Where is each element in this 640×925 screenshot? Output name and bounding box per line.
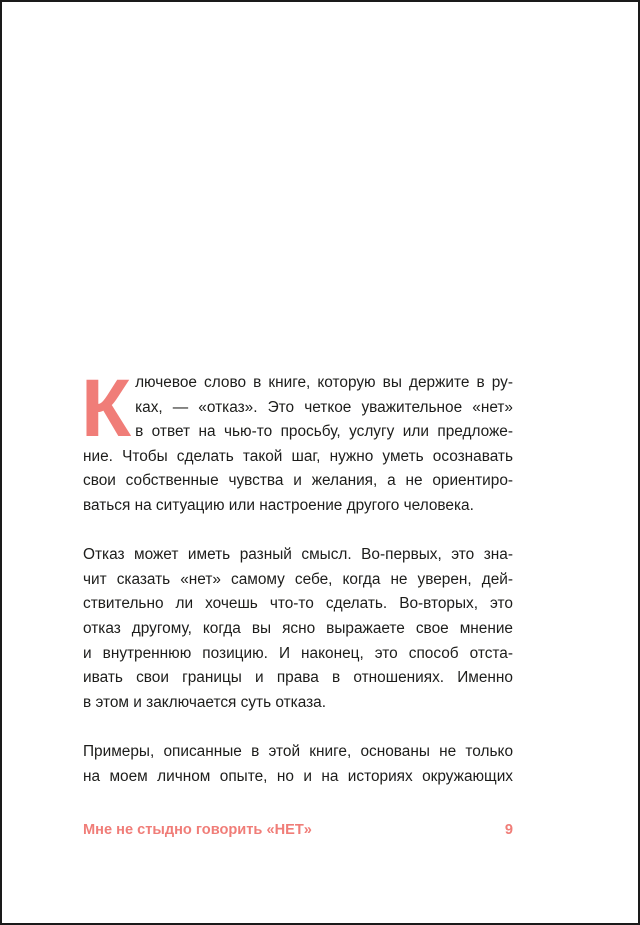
paragraph-3	[83, 740, 513, 789]
text-line: лючевое слово в книге, которую вы держите в ру-	[135, 374, 513, 391]
text-line: ваться на ситуацию или настроение другого человека.	[83, 496, 474, 514]
page-number: 9	[504, 822, 513, 838]
text-line: в ответ на чью-то просьбу, услугу или предложе-	[135, 423, 513, 441]
text-line: Примеры, описанные в этой книге, основаны не только	[83, 742, 513, 760]
paragraph-gap	[83, 519, 513, 544]
drop-cap: К	[81, 363, 130, 454]
text-line: в этом и заключается суть отказа.	[83, 693, 327, 711]
text-line: ках, — «отказ». Это четкое уважительное «нет»	[135, 398, 513, 416]
paragraph-gap	[83, 715, 513, 740]
text-line: ствительно ли хочешь что-то сделать. Во-вторых, это	[83, 595, 513, 613]
text-line: ивать свои границы и права в отношениях. Именно	[83, 669, 513, 687]
body-text	[81, 363, 513, 789]
page-footer	[83, 822, 513, 838]
text-line: чит сказать «нет» самому себе, когда не уверен, дей-	[83, 570, 513, 588]
text-line: и внутреннюю позицию. И наконец, это способ отста-	[83, 644, 513, 662]
text-line: на моем личном опыте, но и на историях окружающих	[83, 767, 513, 785]
paragraph-1	[81, 363, 513, 519]
text-line: отказ другому, когда вы ясно выражаете свое мнение	[83, 619, 513, 637]
paragraph-2	[83, 543, 513, 715]
text-line: Отказ может иметь разный смысл. Во-первых, это зна-	[83, 546, 513, 564]
running-title: Мне не стыдно говорить «НЕТ»	[83, 822, 312, 838]
text-line: свои собственные чувства и желания, а не ориентиро-	[83, 472, 513, 490]
text-line: ние. Чтобы сделать такой шаг, нужно уметь осознавать	[83, 447, 513, 465]
